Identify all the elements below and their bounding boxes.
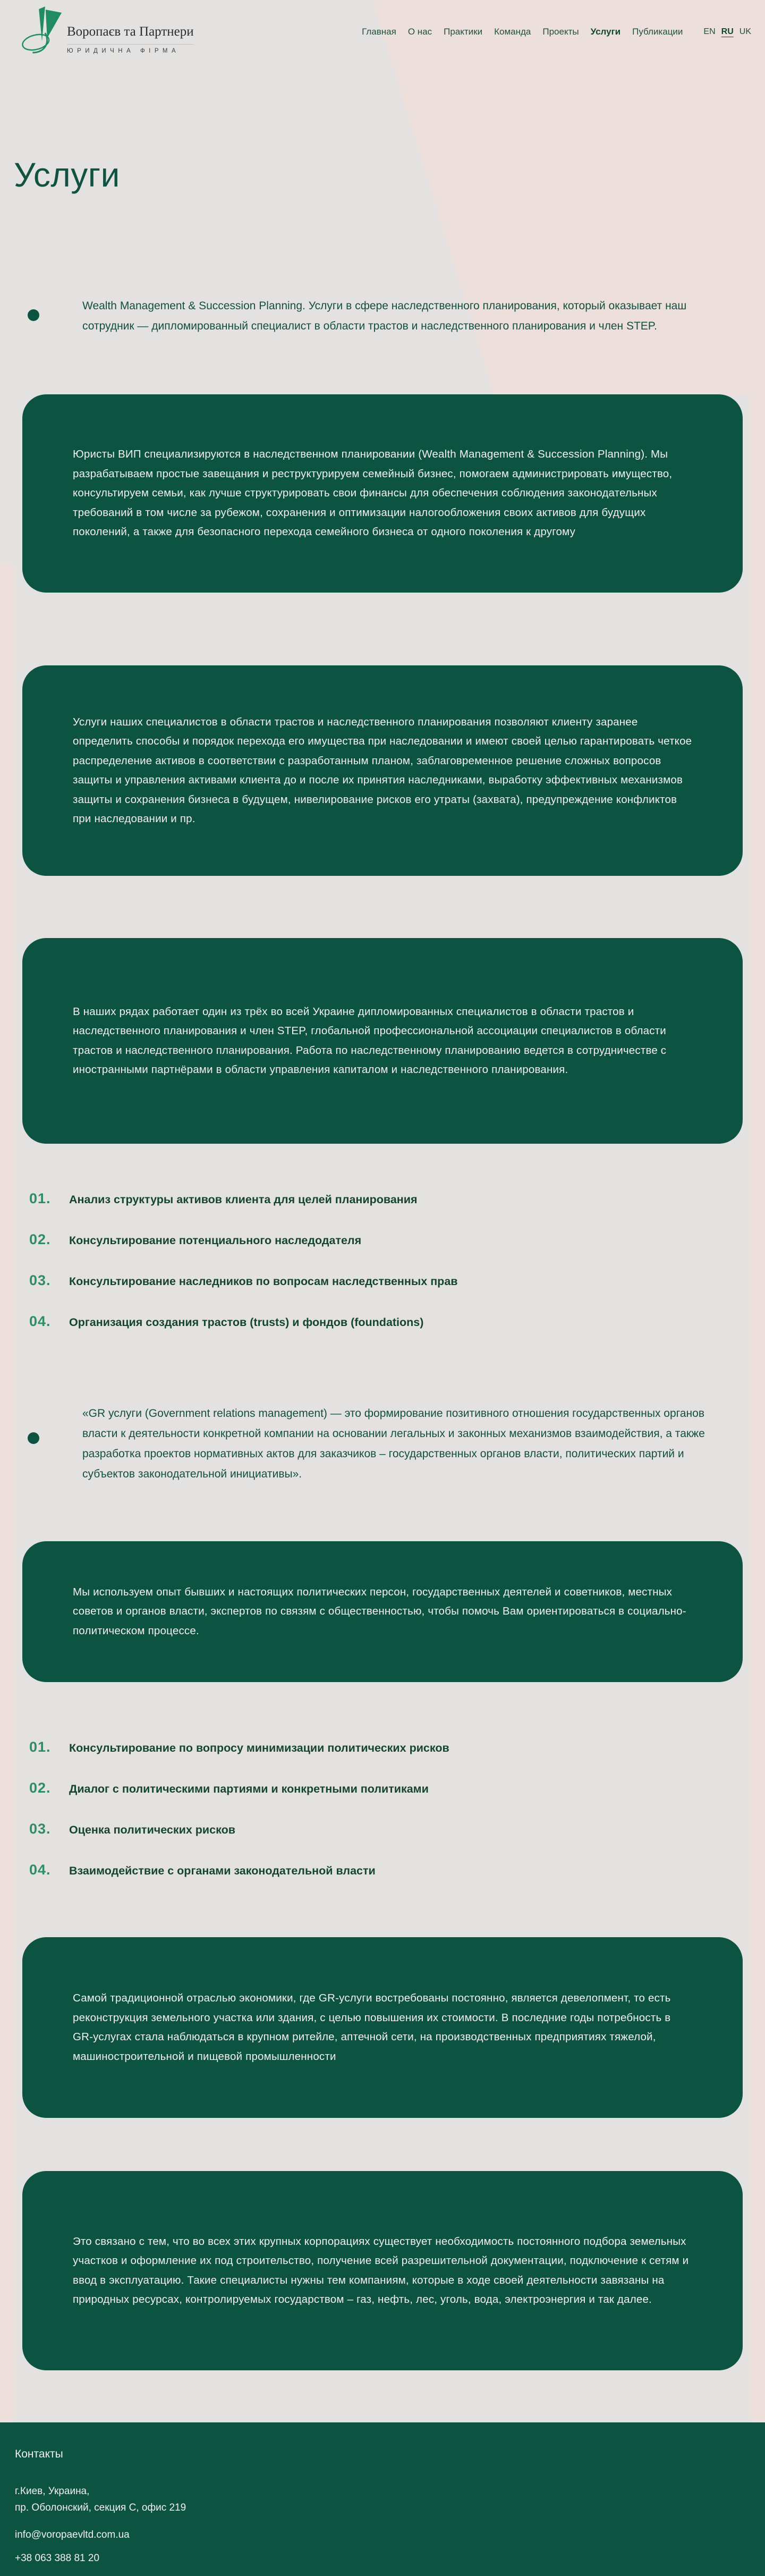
language-switcher (698, 27, 751, 37)
wealth-services-list (29, 1190, 458, 1354)
nav-item-projects[interactable]: Проекты (542, 27, 579, 37)
gr-card-bottom-2 (22, 2171, 743, 2370)
footer-contacts-heading: Контакты (15, 2448, 63, 2460)
list-item (29, 1862, 449, 1883)
list-item-number: 03. (29, 1272, 51, 1288)
site-footer (0, 2422, 765, 2576)
list-item (29, 1313, 458, 1335)
list-item-label: Оценка политических рисков (69, 1823, 235, 1836)
list-item-label: Анализ структуры активов клиента для целей планирования (69, 1193, 418, 1206)
bullet-dot (28, 1432, 39, 1444)
gr-card-bottom-1 (22, 1937, 743, 2118)
gr-card-bottom-2-text: Это связано с тем, что во всех этих крупных корпорациях существует необходимость постоянного подбора земельных участков и оформление их под строительство, получение всей разрешительной документации, подключение к сетям и ввод в эксплуатацию. Такие специалисты нужны тем компаниям, которые в ходе своей деятельности завязаны на природных ресурсах, контролируемых государством – газ, нефть, лес, уголь, вода, электроэнергия и так далее. (73, 2235, 689, 2305)
list-item-number: 04. (29, 1313, 51, 1329)
wealth-card-2 (22, 665, 743, 876)
nav-item-team[interactable]: Команда (494, 27, 531, 37)
list-item (29, 1190, 458, 1212)
gr-card-bottom-1-text: Самой традиционной отраслью экономики, где GR-услуги востребованы постоянно, является девелопмент, то есть реконструкция земельного участка или здания, с целью повышения их стоимости. В последние годы потребность в GR-услугах стала наблюдаться в крупном ритейле, аптечной сети, на производственных предприятиях тяжелой, машиностроительной и пищевой промышленности (73, 1992, 671, 2063)
wealth-card-3-text: В наших рядах работает один из трёх во всей Украине дипломированных специалистов в области трастов и наследственного планирования и член STEP, глобальной профессиональной ассоциации специалистов в области трастов и наследственного планирования. Работа по наследственному планированию ведется в сотрудничестве с иностранными партнёрами в области управления капиталом и наследственного планирования. (73, 1005, 667, 1076)
footer-address (15, 2483, 765, 2516)
footer-address-line2: пр. Оболонский, секция С, офис 219 (15, 2502, 186, 2513)
list-item-number: 01. (29, 1190, 51, 1206)
wealth-card-2-text: Услуги наших специалистов в области трастов и наследственного планирования позволяют клиенту заранее определить способы и порядок перехода его имущества при наследовании и имеют своей целью гарантировать четкое распределение активов в соответствии с разработанным планом, заблаговременное решение сложных вопросов защиты и управления активами клиента до и после их принятия наследниками, выработку эффективных механизмов защиты и сохранения бизнеса в будущем, нивелирование рисков его утраты (захвата), предупреждение конфликтов при наследовании и пр. (73, 715, 692, 825)
wealth-card-1 (22, 394, 743, 593)
list-item-number: 02. (29, 1780, 51, 1796)
wealth-card-3 (22, 938, 743, 1144)
main-nav (350, 27, 751, 37)
footer-address-line1: г.Киев, Украина, (15, 2486, 90, 2497)
list-item (29, 1272, 458, 1294)
list-item-number: 03. (29, 1821, 51, 1837)
nav-item-home[interactable]: Главная (362, 27, 396, 37)
list-item-label: Консультирование по вопросу минимизации политических рисков (69, 1742, 449, 1754)
lang-ru[interactable]: RU (721, 27, 734, 36)
nav-item-services[interactable]: Услуги (590, 27, 621, 37)
logo-tulip-icon (21, 5, 63, 58)
nav-item-publications[interactable]: Публикации (632, 27, 683, 37)
page-title: Услуги (14, 156, 120, 194)
gr-intro-paragraph: «GR услуги (Government relations management) — это формирование позитивного отношения государственных органов власти к деятельности конкретной компании на основании легальных и законных механизмов взаимодействия, а также разработка проектов нормативных актов для заказчиков – государственных органов власти, политических партий и субъектов законодательной инициативы». (82, 1407, 705, 1480)
wealth-card-1-text: Юристы ВИП специализируются в наследственном планировании (Wealth Management & Succession Planning). Мы разрабатываем простые завещания и реструктурируем семейный бизнес, помогаем администрировать имущество, консультируем семьи, как лучше структурировать свои финансы для обеспечения соблюдения законодательных требований в том числе за рубежом, сохранения и оптимизации налогообложения своих активов для будущих поколений, а также для безопасного перехода семейного бизнеса от одного поколения к другому (73, 448, 673, 538)
nav-item-practices[interactable]: Практики (444, 27, 483, 37)
nav-item-about[interactable]: О нас (407, 27, 432, 37)
lang-uk[interactable]: UK (739, 27, 751, 36)
list-item-number: 01. (29, 1739, 51, 1755)
footer-phone-link[interactable]: +38 063 388 81 20 (15, 2553, 100, 2564)
logo[interactable] (21, 5, 194, 58)
list-item (29, 1780, 449, 1801)
wealth-intro-paragraph: Wealth Management & Succession Planning. Услуги в сфере наследственного планирования, который оказывает наш сотрудник — дипломированный специалист в области трастов и наследственного планирования и член STEP. (82, 300, 687, 332)
gr-card-top (22, 1541, 743, 1682)
gr-card-top-text: Мы используем опыт бывших и настоящих политических персон, государственных деятелей и советников, местных советов и органов власти, экспертов по связям с общественностью, чтобы помочь Вам ориентироваться в социально-политическом процессе. (73, 1585, 686, 1637)
footer-email-link[interactable]: info@voropaevltd.com.ua (15, 2529, 130, 2540)
list-item-label: Консультирование наследников по вопросам наследственных прав (69, 1275, 458, 1288)
gr-services-list (29, 1739, 449, 1903)
list-item (29, 1231, 458, 1253)
list-item-label: Взаимодействие с органами законодательной власти (69, 1864, 376, 1877)
list-item-label: Консультирование потенциального наследодателя (69, 1234, 362, 1247)
list-item (29, 1739, 449, 1760)
lang-en[interactable]: EN (703, 27, 716, 36)
list-item-label: Организация создания трастов (trusts) и фондов (foundations) (69, 1316, 424, 1329)
list-item-label: Диалог с политическими партиями и конкретными политиками (69, 1783, 429, 1795)
logo-tagline: ЮРИДИЧНА ФІРМА (67, 44, 194, 54)
list-item-number: 04. (29, 1862, 51, 1878)
logo-name: Воропаєв та Партнери (67, 24, 194, 39)
list-item-number: 02. (29, 1231, 51, 1247)
bullet-dot (28, 309, 39, 321)
list-item (29, 1821, 449, 1842)
